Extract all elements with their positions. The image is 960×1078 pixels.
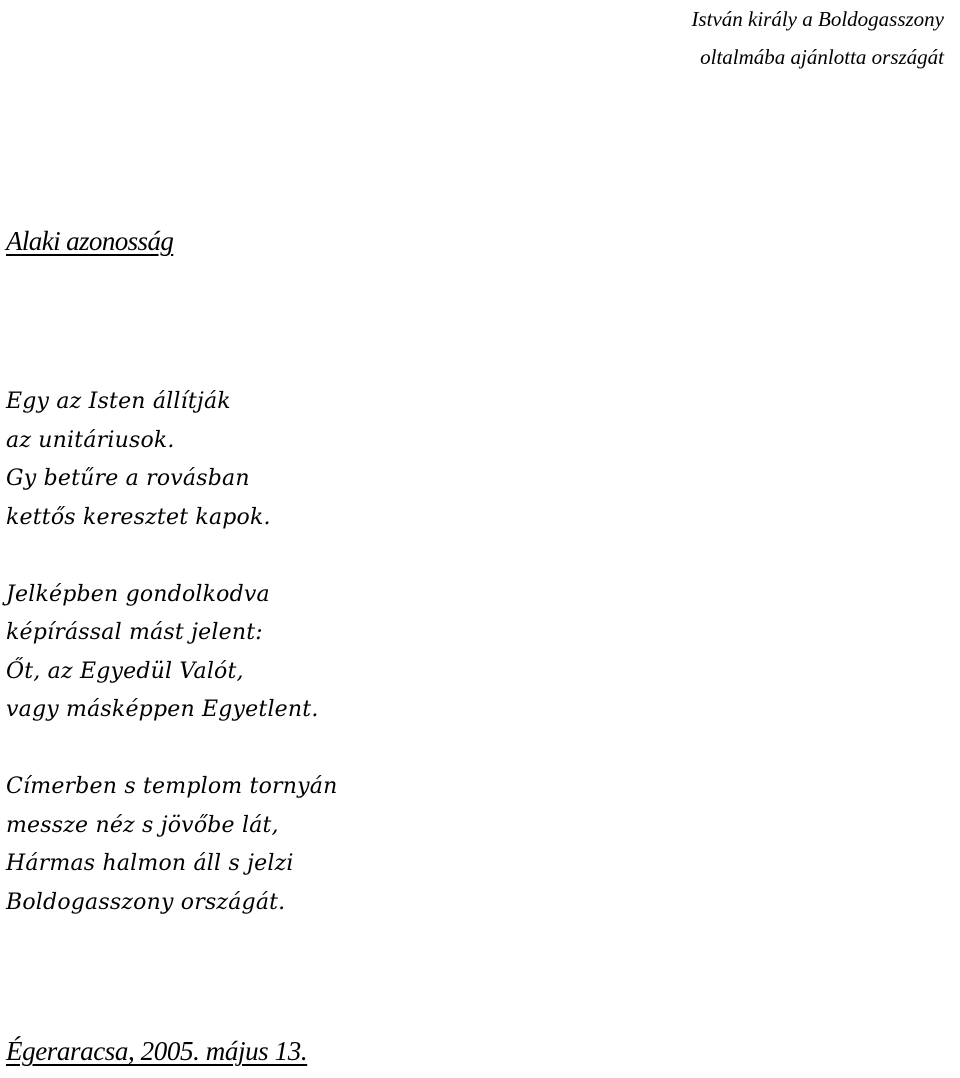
poem-line: Boldogasszony országát. xyxy=(6,889,286,915)
poem-line: Címerben s templom tornyán xyxy=(6,774,338,799)
poem-line: Jelképben gondolkodva xyxy=(6,581,270,607)
poem-line: képírással mást jelent: xyxy=(6,620,263,645)
dedication xyxy=(691,0,944,76)
poem-title: Alaki azonosság xyxy=(6,226,174,256)
stanza xyxy=(6,576,337,730)
poem-line: Gy betűre a rovásban xyxy=(6,466,250,491)
poem-line: Egy az Isten állítják xyxy=(6,389,231,414)
poem-body xyxy=(6,383,337,961)
poem-line: kettős keresztet kapok. xyxy=(6,504,271,530)
signature-place-date: Égeraracsa, 2005. május 13. xyxy=(6,1036,308,1066)
poem-line: Őt, az Egyedül Valót, xyxy=(6,658,244,684)
poem-line: Hármas halmon áll s jelzi xyxy=(6,851,294,876)
poem-line: az unitáriusok. xyxy=(6,427,175,453)
stanza xyxy=(6,768,337,922)
dedication-line: oltalmába ajánlotta országát xyxy=(700,45,944,69)
poem-line: vagy másképpen Egyetlent. xyxy=(6,697,319,722)
dedication-line: István király a Boldogasszony xyxy=(691,7,944,31)
stanza xyxy=(6,383,337,537)
poem-line: messze néz s jövőbe lát, xyxy=(6,812,279,838)
